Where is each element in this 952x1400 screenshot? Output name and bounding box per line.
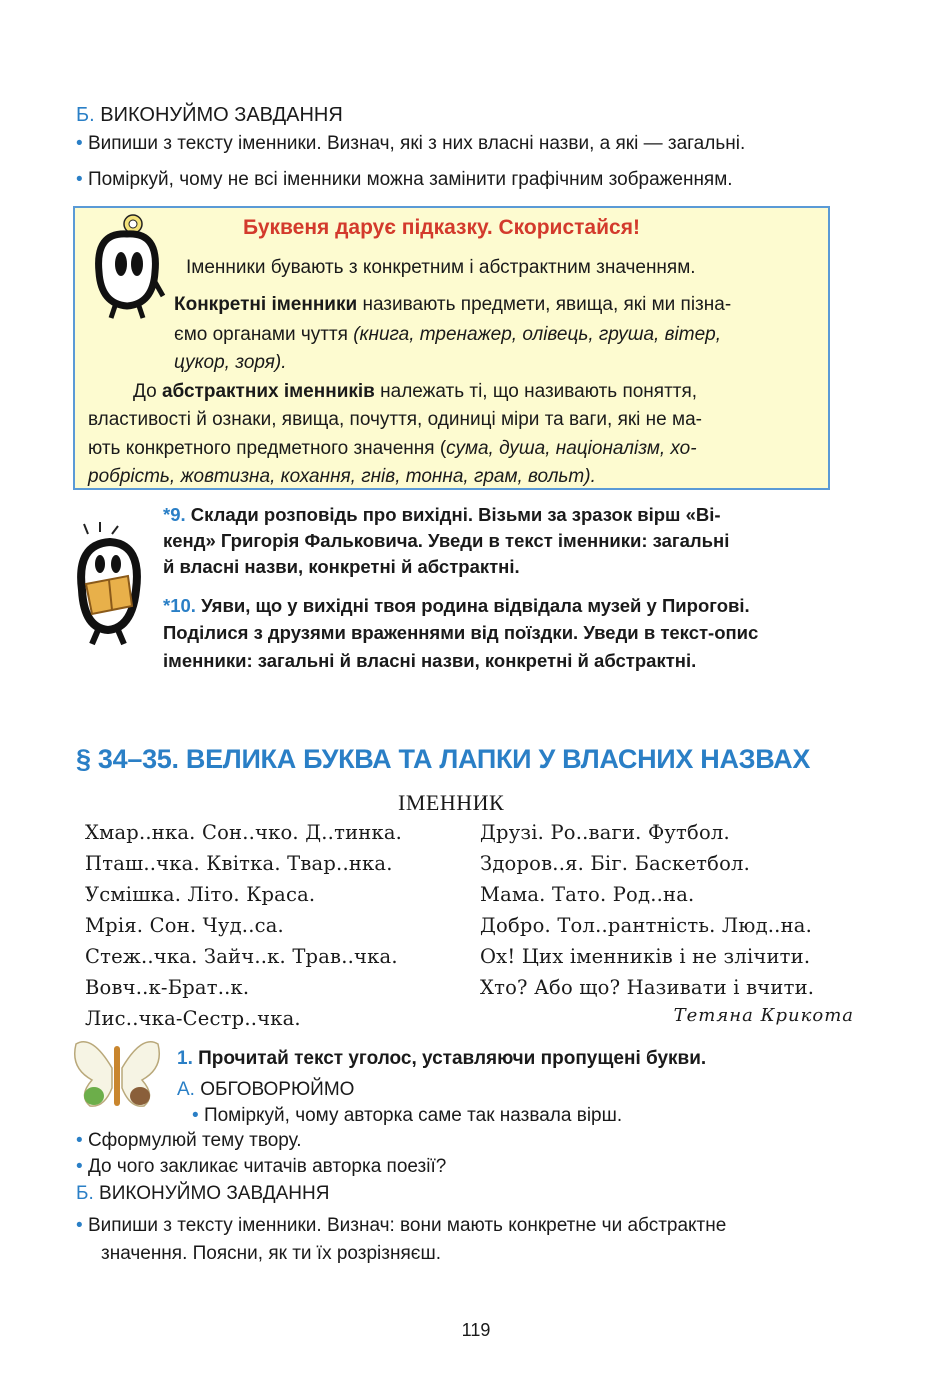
bullet-text: Сформулюй тему твору.	[87, 1130, 302, 1151]
section-a-heading	[177, 1079, 354, 1101]
poem-line: Пташ..чка. Квітка. Твар..нка.	[85, 852, 393, 875]
poem-line: Хто? Або що? Називати і вчити.	[480, 976, 815, 999]
section-a-heading-text: ОБГОВОРЮЙМО	[200, 1079, 355, 1100]
bullet-continuation: значення. Поясни, як ти їх розрізняєш.	[101, 1243, 441, 1264]
poem-line: Мама. Тато. Род..на.	[480, 883, 695, 906]
poem-line: Лис..чка-Сестр..чка.	[85, 1007, 301, 1030]
poem-line: Друзі. Ро..ваги. Футбол.	[480, 821, 730, 844]
bullet-item	[76, 169, 733, 191]
concrete-examples: (книга, тренажер, олівець, груша, вітер,	[353, 324, 721, 345]
bullet-item	[76, 1130, 302, 1152]
tip-box	[73, 206, 830, 490]
abstract-examples-end: робрість, жовтизна, кохання, гнів, тонна, грам, вольт).	[88, 466, 596, 487]
poem-line: Здоров..я. Біг. Баскетбол.	[480, 852, 751, 875]
task-9-line: кенд» Григорія Фальковича. Уведи в текст іменники: загальні	[163, 530, 730, 551]
bullet-dot: •	[76, 1156, 83, 1177]
section-b-heading	[76, 104, 343, 127]
tip-title: Буквеня дарує підказку. Скористайся!	[243, 216, 640, 239]
bullet-dot: •	[76, 133, 83, 154]
mascot-illustration	[89, 212, 169, 322]
poem-line: Стеж..чка. Зайч..к. Трав..чка.	[85, 945, 398, 968]
tip-intro: Іменники бувають з конкретним і абстрактним значенням.	[186, 257, 696, 278]
tip-concrete-line	[174, 294, 731, 316]
abstract-term: абстрактних іменників	[161, 381, 375, 402]
bullet-text: Поміркуй, чому авторка саме так назвала вірш.	[203, 1105, 623, 1126]
bullet-dot: •	[192, 1105, 199, 1126]
bullet-dot: •	[76, 1215, 83, 1236]
concrete-term: Конкретні іменники	[174, 294, 358, 315]
poem-line: Добро. Тол..рантність. Люд..на.	[480, 914, 813, 937]
task-9-line	[163, 504, 721, 526]
section-b2-heading-text: ВИКОНУЙМО ЗАВДАННЯ	[99, 1183, 330, 1204]
task-text: Прочитай текст уголос, уставляючи пропущені букви.	[198, 1048, 707, 1069]
mascot-reading-illustration	[70, 520, 150, 650]
bullet-text: Випиши з тексту іменники. Визнач, які з них власні назви, а які — загальні.	[87, 133, 746, 154]
tip-concrete-line	[174, 352, 287, 374]
task-10-line: іменники: загальні й власні назви, конкретні й абстрактні.	[163, 650, 697, 671]
tip-abstract-line	[88, 466, 596, 488]
task-10-line: Поділися з друзями враженнями від поїздки. Уведи в текст-опис	[163, 622, 759, 643]
task-1	[177, 1048, 706, 1070]
concrete-line2-plain: ємо органами чуття	[174, 324, 354, 345]
section-b2-letter: Б.	[76, 1183, 94, 1204]
poem-title: ІМЕННИК	[398, 790, 505, 815]
section-b-letter: Б.	[76, 104, 95, 126]
concrete-examples-end: цукор, зоря).	[174, 352, 287, 373]
butterfly-illustration	[72, 1038, 162, 1110]
poem-line: Мрія. Сон. Чуд..са.	[85, 914, 284, 937]
section-b2-heading	[76, 1183, 329, 1205]
section-a-letter: А.	[177, 1079, 195, 1100]
bullet-dot: •	[76, 169, 83, 190]
abstract-pre: До	[133, 381, 162, 402]
task-9-line: й власні назви, конкретні й абстрактні.	[163, 556, 520, 577]
section-title: § 34–35. ВЕЛИКА БУКВА ТА ЛАПКИ У ВЛАСНИХ НАЗВАХ	[76, 744, 811, 774]
abstract-line3-plain: ють конкретного предметного значення (	[88, 438, 447, 459]
tip-abstract-line	[88, 438, 697, 460]
poem-line: Ох! Цих іменників і не злічити.	[480, 945, 811, 968]
abstract-rest: належать ті, що називають поняття,	[374, 381, 698, 402]
poem-line: Вовч..к-Брат..к.	[85, 976, 250, 999]
bullet-item	[76, 1215, 726, 1237]
bullet-item	[76, 133, 745, 155]
bullet-dot: •	[76, 1130, 83, 1151]
concrete-rest: називають предмети, явища, які ми пізна-	[357, 294, 732, 315]
task-text: Уяви, що у вихідні твоя родина відвідала музей у Пирогові.	[201, 595, 750, 616]
poem-line: Усмішка. Літо. Краса.	[85, 883, 316, 906]
page-number: 119	[461, 1320, 491, 1340]
abstract-examples: сума, душа, націоналізм, хо-	[446, 438, 697, 459]
bullet-item	[192, 1105, 622, 1127]
poem-line: Хмар..нка. Сон..чко. Д..тинка.	[85, 821, 403, 844]
bullet-text: Випиши з тексту іменники. Визнач: вони мають конкретне чи абстрактне	[87, 1215, 727, 1236]
section-b-heading-text: ВИКОНУЙМО ЗАВДАННЯ	[100, 104, 343, 126]
tip-abstract-line	[133, 381, 697, 403]
bullet-item	[76, 1156, 446, 1178]
task-number: 1.	[177, 1048, 193, 1069]
task-number: *9.	[163, 504, 186, 525]
bullet-text: До чого закликає читачів авторка поезії?	[87, 1156, 447, 1177]
task-10-line	[163, 595, 750, 617]
poem-author: Тетяна Крикота	[673, 1005, 854, 1026]
tip-concrete-line	[174, 324, 721, 346]
tip-abstract-line: властивості й ознаки, явища, почуття, одиниці міри та ваги, які не ма-	[88, 409, 702, 430]
task-number: *10.	[163, 595, 196, 616]
task-text: Склади розповідь про вихідні. Візьми за зразок вірш «Ві-	[190, 504, 721, 525]
bullet-text: Поміркуй, чому не всі іменники можна замінити графічним зображенням.	[87, 169, 733, 190]
